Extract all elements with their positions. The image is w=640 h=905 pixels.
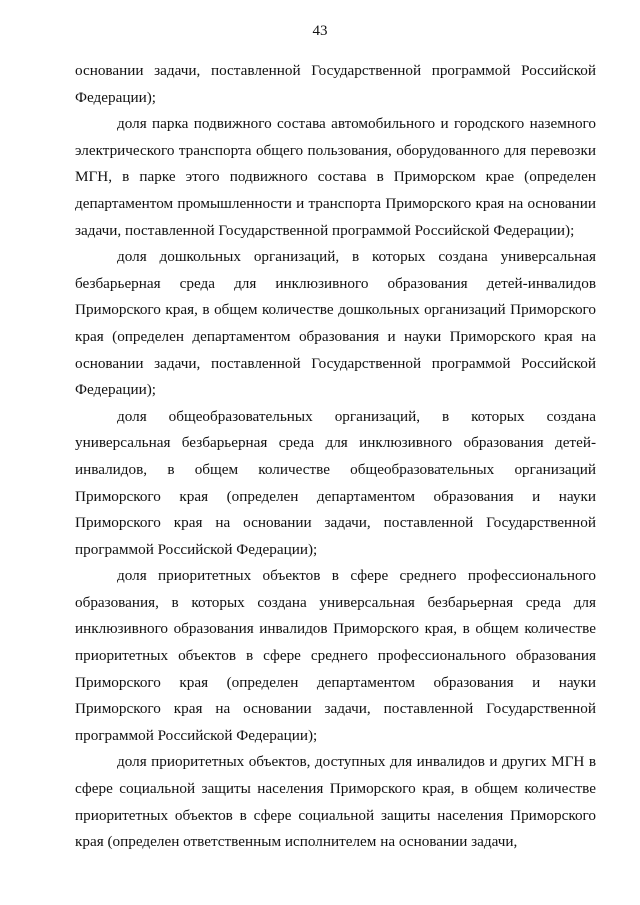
paragraph-continuation: основании задачи, поставленной Государственной программой Российской Федерации); <box>75 62 596 106</box>
paragraph-social-protection-share: доля приоритетных объектов, доступных для инвалидов и других МГН в сфере социальной защиты населения Приморского края, в общем количестве приоритетных объектов в сфере социальной защиты населения Приморского края (определен ответственным исполнителем на основании задачи, <box>75 753 596 851</box>
paragraph-general-education-share: доля общеобразовательных организаций, в которых создана универсальная безбарьерная среда для инклюзивного образования детей-инвалидов, в общем количестве общеобразовательных организаций Приморского края (определен департаментом образования и науки Приморского края на основании задачи, поставленной Государственной программой Российской Федерации); <box>75 407 596 558</box>
paragraph-vocational-education-share: доля приоритетных объектов в сфере среднего профессионального образования, в которых создана универсальная безбарьерная среда для инклюзивного образования инвалидов Приморского края, в общем количестве приоритетных объектов в сфере среднего профессионального образования Приморского края (определен департаментом образования и науки Приморского края на основании задачи, поставленной Государственной программой Российской Федерации); <box>75 567 596 744</box>
paragraph-preschool-share: доля дошкольных организаций, в которых создана универсальная безбарьерная среда для инклюзивного образования детей-инвалидов Приморского края, в общем количестве дошкольных организаций Приморского края (определен департаментом образования и науки Приморского края на основании задачи, поставленной Государственной программой Российской Федерации); <box>75 248 596 399</box>
paragraph-transport-share: доля парка подвижного состава автомобильного и городского наземного электрического транспорта общего пользования, оборудованного для перевозки МГН, в парке этого подвижного состава в Приморском крае (определен департаментом промышленности и транспорта Приморского края на основании задачи, поставленной Государственной программой Российской Федерации); <box>75 115 596 239</box>
page-number: 43 <box>312 23 328 39</box>
document-body <box>75 58 596 856</box>
